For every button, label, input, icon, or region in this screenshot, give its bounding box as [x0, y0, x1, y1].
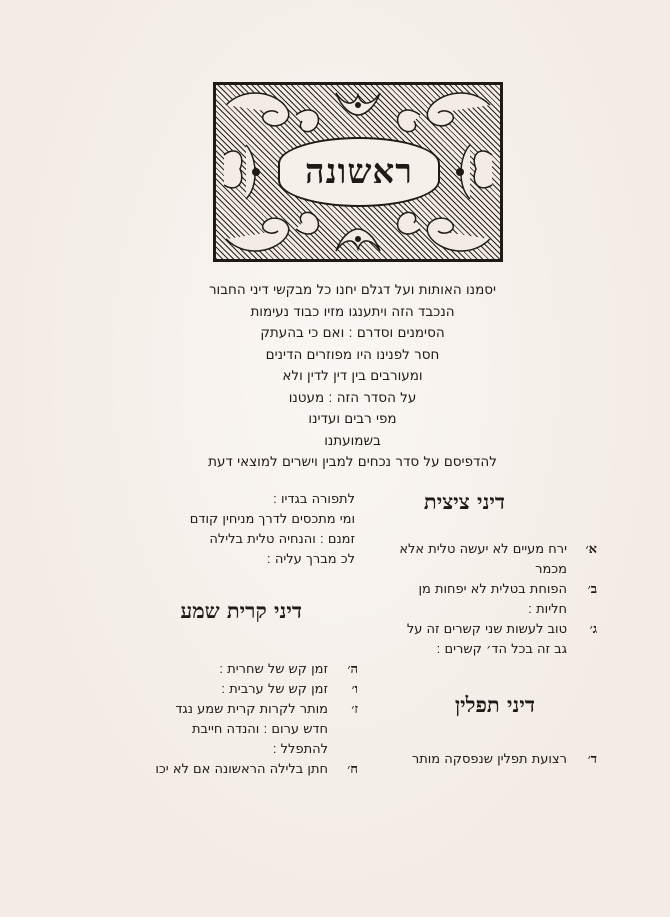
intro-line: להדפיסם על סדר נכחים למבין וישרים למוצאי דעת [208, 454, 497, 470]
item-text: חליות ׃ [528, 602, 567, 617]
intro-line: יסמנו האותות ועל דגלם יחנו כל מבקשי דיני החבור [208, 282, 497, 298]
law-item [128, 660, 358, 680]
item-text: מכמר [535, 562, 567, 577]
intro-line: בשמועתנו [324, 432, 381, 449]
intro-line: חסר לפנינו היו מפוזרים הדינים [265, 346, 440, 363]
item-text: חתן בלילה הראשונה אם לא יכו [155, 762, 328, 777]
law-item [128, 700, 358, 720]
item-marker: ד׳ [587, 752, 597, 767]
intro-line: הנכבד הזה ויתענגו מזיו כבוד נעימות [250, 303, 455, 320]
item-text: גב זה בכל הד׳ קשרים ׃ [436, 642, 567, 657]
item-marker: ג׳ [589, 622, 597, 637]
text-line: זמנם ׃ והנחיה טלית בלילה [209, 532, 355, 547]
ornamental-title-block [213, 82, 503, 262]
text-line: לתפורה בגדיו ׃ [273, 492, 355, 507]
text-line: ומי מתכסים לדרך מניחין קודם [189, 512, 355, 527]
title-cartouche [278, 137, 440, 207]
item-marker: א׳ [585, 542, 597, 557]
intro-line: על הסדר הזה ׃ מעטנו [288, 389, 417, 406]
section-heading-tefillin: דיני תפלין [454, 692, 535, 717]
law-item [372, 580, 597, 600]
intro-line: הסימנים וסדרם ׃ ואם כי בהעתק [260, 325, 445, 341]
item-text: להתפלל ׃ [272, 742, 328, 757]
text-line: לכ מברך עליה ׃ [266, 552, 355, 567]
item-text: טוב לעשות שני קשרים זה על [406, 622, 567, 637]
law-item [372, 540, 597, 560]
tzitzit-laws [372, 540, 597, 660]
item-marker: ה׳ [347, 662, 358, 677]
section-heading-tzitzit: דיני ציצית [423, 489, 505, 514]
item-text: זמן קש של שחרית ׃ [219, 662, 328, 677]
intro-paragraph [150, 280, 555, 474]
item-marker: ו׳ [351, 682, 358, 697]
item-marker: ז׳ [351, 702, 358, 717]
intro-line: מפי רבים ועדינו [308, 411, 397, 427]
item-text: חדש ערום ׃ והנדה חייבת [191, 722, 328, 737]
law-item [128, 680, 358, 700]
law-item [128, 760, 358, 780]
item-text: ירח מעיים לא יעשה טלית אלא [399, 542, 567, 557]
shema-laws [128, 660, 358, 780]
tefillin-laws [372, 750, 597, 770]
left-column-intro [130, 490, 355, 570]
law-item [372, 620, 597, 640]
law-item [372, 750, 597, 770]
item-text: מותר לקרות קרית שמע נגד [175, 702, 328, 717]
intro-line: ומעורבים בין דין לדין ולא [282, 368, 423, 384]
item-text: הפוחת בטלית לא יפחות מן [418, 582, 567, 597]
item-marker: ח׳ [347, 762, 358, 777]
item-text: רצועת תפלין שנפסקה מותר [411, 752, 567, 767]
item-text: זמן קש של ערבית ׃ [221, 682, 328, 697]
section-heading-shema: דיני קרית שמע [180, 598, 302, 623]
item-marker: ב׳ [587, 582, 597, 597]
page-title: ראשונה [305, 152, 413, 192]
